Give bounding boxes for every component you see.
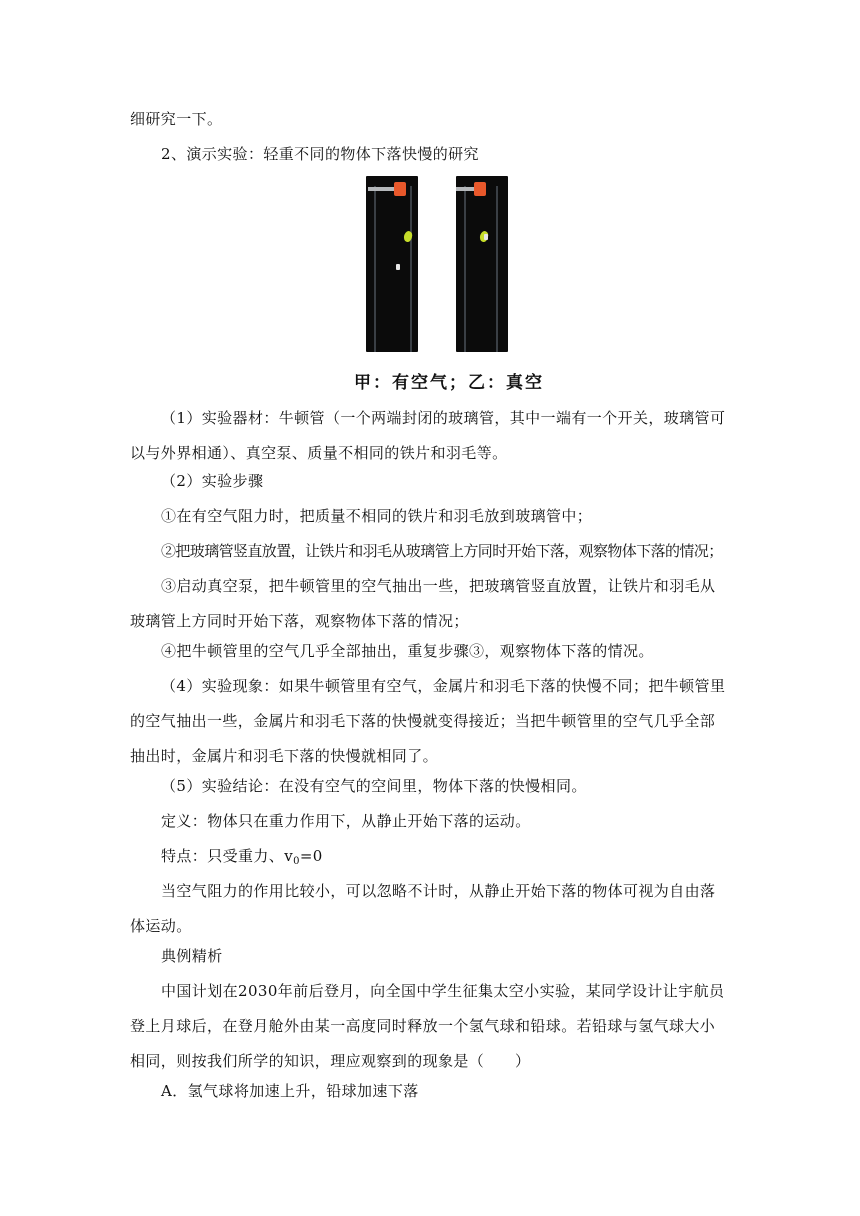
paragraph-definition: 定义：物体只在重力作用下，从静止开始下落的运动。 (161, 812, 531, 830)
paragraph-step-4: ④把牛顿管里的空气几乎全部抽出，重复步骤③，观察物体下落的情况。 (161, 642, 654, 660)
paragraph-example-question: 中国计划在2030年前后登月，向全国中学生征集太空小实验，某同学设计让宇航员登上月球后，在登月舱外由某一高度同时释放一个氢气球和铅球。若铅球与氢气球大小相同，则按我们所学的知识，理应观察到的现象是（ ） (130, 982, 725, 1070)
paragraph-continuation: 细研究一下。 (130, 110, 223, 128)
tube-vacuum-image (456, 176, 508, 352)
metal-piece-icon (484, 234, 488, 240)
characteristics-value: =0 (299, 847, 323, 865)
metal-piece-icon (396, 264, 400, 270)
paragraph-steps-heading: （2）实验步骤 (161, 472, 264, 490)
paragraph-characteristics (161, 847, 323, 871)
option-a: A．氢气球将加速上升，铅球加速下落 (161, 1082, 419, 1100)
characteristics-text: 特点：只受重力、v (161, 847, 294, 865)
newton-tube-figure (340, 172, 540, 392)
paragraph-approximation: 当空气阻力的作用比较小，可以忽略不计时，从静止开始下落的物体可视为自由落体运动。 (130, 882, 716, 935)
tube-with-air-image (366, 176, 418, 352)
paragraph-equipment: （1）实验器材：牛顿管（一个两端封闭的玻璃管，其中一端有一个开关，玻璃管可以与外界相通）、真空泵、质量不相同的铁片和羽毛等。 (130, 409, 726, 462)
velocity-subscript: 0 (293, 856, 300, 867)
section-heading-demo-experiment: 2、演示实验：轻重不同的物体下落快慢的研究 (161, 145, 479, 163)
paragraph-step-3: ③启动真空泵，把牛顿管里的空气抽出一些，把玻璃管竖直放置，让铁片和羽毛从玻璃管上方同时开始下落，观察物体下落的情况； (130, 577, 716, 630)
figure-caption: 甲：有空气；乙：真空 (354, 373, 544, 393)
paragraph-step-1: ①在有空气阻力时，把质量不相同的铁片和羽毛放到玻璃管中； (161, 507, 593, 525)
paragraph-step-2: ②把玻璃管竖直放置，让铁片和羽毛从玻璃管上方同时开始下落，观察物体下落的情况； (161, 542, 723, 560)
section-heading-example: 典例精析 (161, 947, 223, 965)
paragraph-conclusion: （5）实验结论：在没有空气的空间里，物体下落的快慢相同。 (161, 777, 587, 795)
paragraph-phenomenon: （4）实验现象：如果牛顿管里有空气，金属片和羽毛下落的快慢不同；把牛顿管里的空气抽出一些，金属片和羽毛下落的快慢就变得接近；当把牛顿管里的空气几乎全部抽出时，金属片和羽毛下落的快慢就相同了。 (130, 677, 726, 765)
